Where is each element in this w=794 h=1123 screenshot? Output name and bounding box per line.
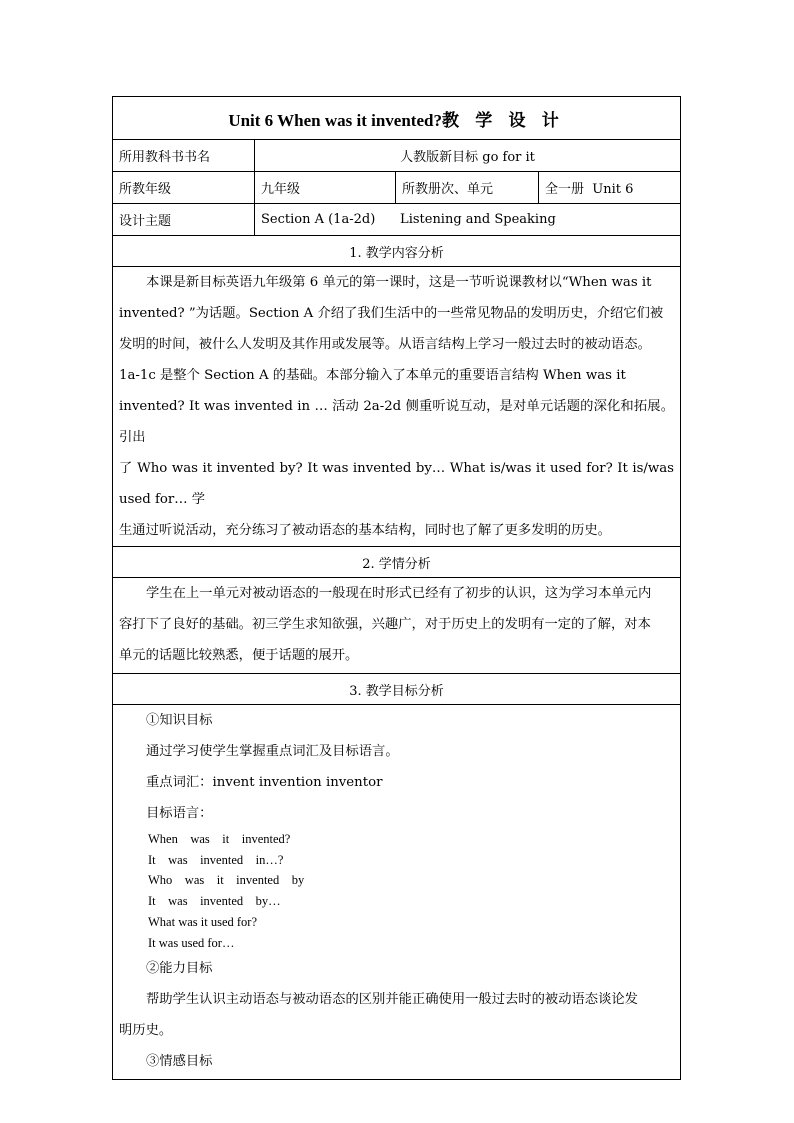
section1-content	[113, 267, 681, 547]
knowledge-goal-title: ①知识目标	[146, 713, 213, 728]
grade-label: 所教年级	[113, 172, 255, 204]
ability-line: 帮助学生认识主动语态与被动语态的区别并能正确使用一般过去时的被动语态谈论发	[146, 992, 638, 1008]
knowledge-goal-desc: 通过学习使学生掌握重点词汇及目标语言。	[146, 744, 399, 759]
volume-label: 所教册次、单元	[396, 172, 539, 204]
target-language-line: What was it used for?	[148, 914, 257, 929]
section1-line: 本课是新目标英语九年级第 6 单元的第一课时，这是一节听说课教材以“When was it	[146, 275, 652, 290]
ability-line: 明历史。	[119, 1023, 173, 1039]
textbook-label: 所用教科书书名	[113, 140, 255, 172]
target-language-line: It was invented in…?	[148, 852, 284, 867]
theme-label: 设计主题	[113, 204, 255, 236]
theme-value: Section A (1a-2d) Listening and Speaking	[255, 204, 681, 236]
title-chinese: 教 学 设 计	[441, 110, 565, 130]
key-words: 重点词汇：invent invention inventor	[146, 775, 383, 790]
section2-line: 学生在上一单元对被动语态的一般现在时形式已经有了初步的认识，这为学习本单元内	[146, 586, 652, 601]
ability-goal-title: ②能力目标	[146, 961, 213, 977]
textbook-value: 人教版新目标 go for it	[255, 140, 681, 172]
target-language-label: 目标语言：	[146, 806, 213, 821]
page-title	[113, 97, 681, 140]
section3-heading: 3. 教学目标分析	[113, 674, 681, 705]
section2-paragraph	[113, 578, 680, 671]
section1-line: 发明的时间，被什么人发明及其作用或发展等。从语言结构上学习一般过去时的被动语态。	[119, 337, 651, 352]
section1-paragraph	[113, 267, 680, 546]
section2-line: 单元的话题比较熟悉，便于话题的展开。	[119, 648, 359, 663]
section1-line: 1a-1c 是整个 Section A 的基础。本部分输入了本单元的重要语言结构 When was it	[119, 368, 626, 383]
section2-content	[113, 578, 681, 674]
volume-value: 全一册 Unit 6	[539, 172, 681, 204]
section1-line: 生通过听说活动，充分练习了被动语态的基本结构，同时也了解了更多发明的历史。	[119, 523, 611, 538]
section3-content	[113, 705, 681, 1080]
section1-heading: 1. 教学内容分析	[113, 236, 681, 267]
target-language-line: It was used for…	[148, 935, 235, 950]
target-language-line: It was invented by…	[148, 894, 281, 909]
target-language-line: When was it invented?	[148, 832, 291, 846]
lesson-plan-table	[112, 96, 681, 1080]
grade-value: 九年级	[255, 172, 396, 204]
ability-goal-desc	[113, 984, 680, 1046]
target-language-line: Who was it invented by	[148, 873, 305, 888]
section2-heading: 2. 学情分析	[113, 547, 681, 578]
section1-line: 了 Who was it invented by? It was invented by… What is/was it used for? It is/was used for… 学	[119, 461, 675, 507]
section1-line: invented? ”为话题。Section A 介绍了我们生活中的一些常见物品的发明历史，介绍它们被	[119, 306, 664, 321]
title-english: Unit 6 When was it invented?	[228, 110, 442, 130]
section2-line: 容打下了良好的基础。初三学生求知欲强，兴趣广，对于历史上的发明有一定的了解，对本	[119, 617, 651, 632]
section1-line: invented? It was invented in … 活动 2a-2d 侧重听说互动，是对单元话题的深化和拓展。引出	[119, 399, 675, 445]
emotion-goal-title: ③情感目标	[146, 1054, 213, 1070]
